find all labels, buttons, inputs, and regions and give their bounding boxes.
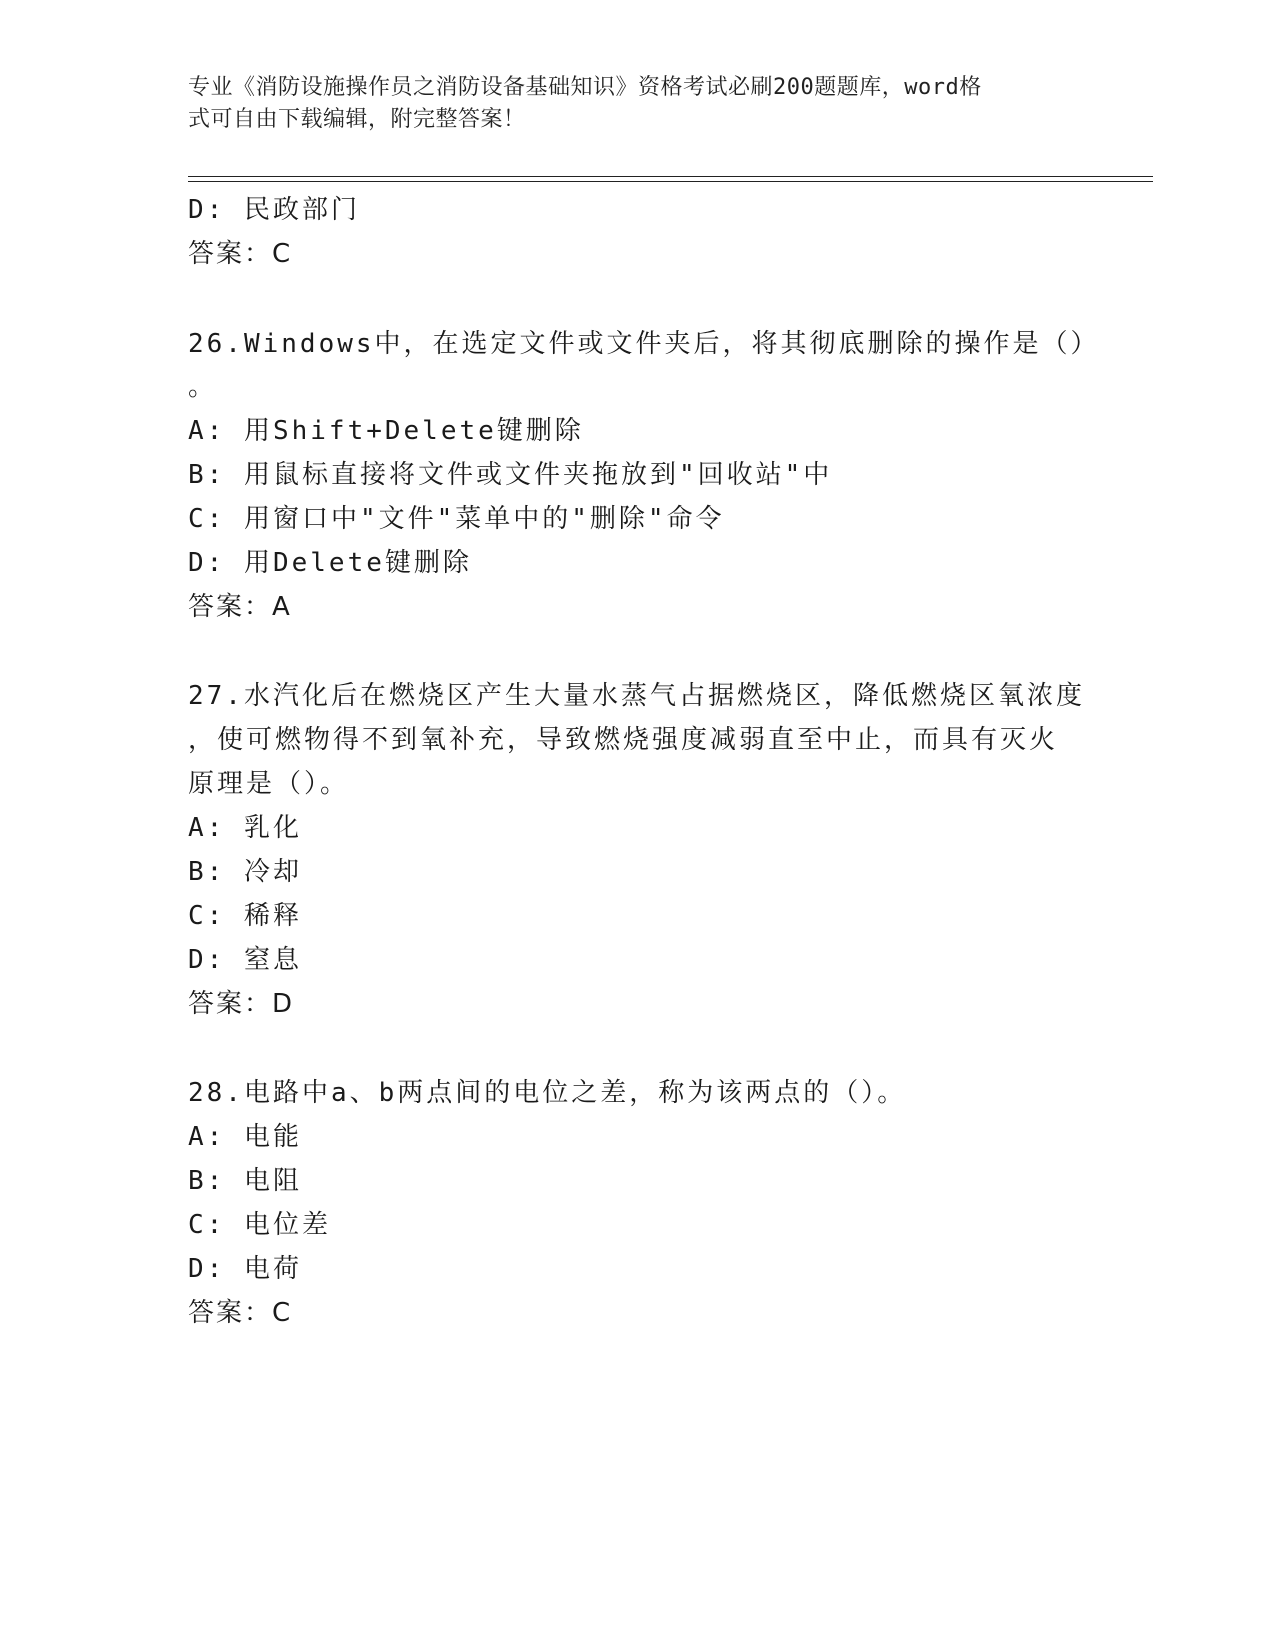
- q27-option-d: D: 窒息: [188, 945, 302, 975]
- q27-option-c: C: 稀释: [188, 901, 302, 931]
- q26-option-b: B: 用鼠标直接将文件或文件夹拖放到"回收站"中: [188, 460, 833, 490]
- q28-option-b: B: 电阻: [188, 1166, 302, 1196]
- q28-option-d: D: 电荷: [188, 1254, 302, 1284]
- q28-option-c: C: 电位差: [188, 1210, 331, 1240]
- header-rule-bottom: [188, 181, 1153, 182]
- q27-question-line-2: ，使可燃物得不到氧补充，导致燃烧强度减弱直至中止，而具有灭火: [188, 725, 1059, 755]
- header-line-1: 专业《消防设施操作员之消防设备基础知识》资格考试必刷200题题库，word格: [188, 75, 982, 100]
- document-header: [188, 72, 1088, 136]
- q28-answer: 答案：C: [188, 1298, 293, 1328]
- q26-option-a: A: 用Shift+Delete键删除: [188, 416, 584, 446]
- header-rule-top: [188, 176, 1153, 177]
- q28-option-a: A: 电能: [188, 1122, 302, 1152]
- q28-question-line-1: 28.电路中a、b两点间的电位之差，称为该两点的（）。: [188, 1078, 907, 1108]
- q26-option-c: C: 用窗口中"文件"菜单中的"删除"命令: [188, 504, 725, 534]
- q26-answer: 答案：A: [188, 592, 292, 622]
- q27-option-b: B: 冷却: [188, 857, 302, 887]
- q27-question-line-3: 原理是（）。: [188, 769, 350, 799]
- q25-answer: 答案：C: [188, 239, 293, 269]
- header-line-2: 式可自由下载编辑，附完整答案！: [188, 107, 526, 132]
- q27-option-a: A: 乳化: [188, 813, 302, 843]
- q26-question-line-1: 26.Windows中，在选定文件或文件夹后，将其彻底删除的操作是（）: [188, 329, 1100, 359]
- q27-question-line-1: 27.水汽化后在燃烧区产生大量水蒸气占据燃烧区，降低燃烧区氧浓度: [188, 681, 1085, 711]
- q26-option-d: D: 用Delete键删除: [188, 548, 472, 578]
- q26-question-line-2: 。: [188, 372, 218, 402]
- q27-answer: 答案：D: [188, 989, 295, 1019]
- q25-option-d: D: 民政部门: [188, 195, 360, 225]
